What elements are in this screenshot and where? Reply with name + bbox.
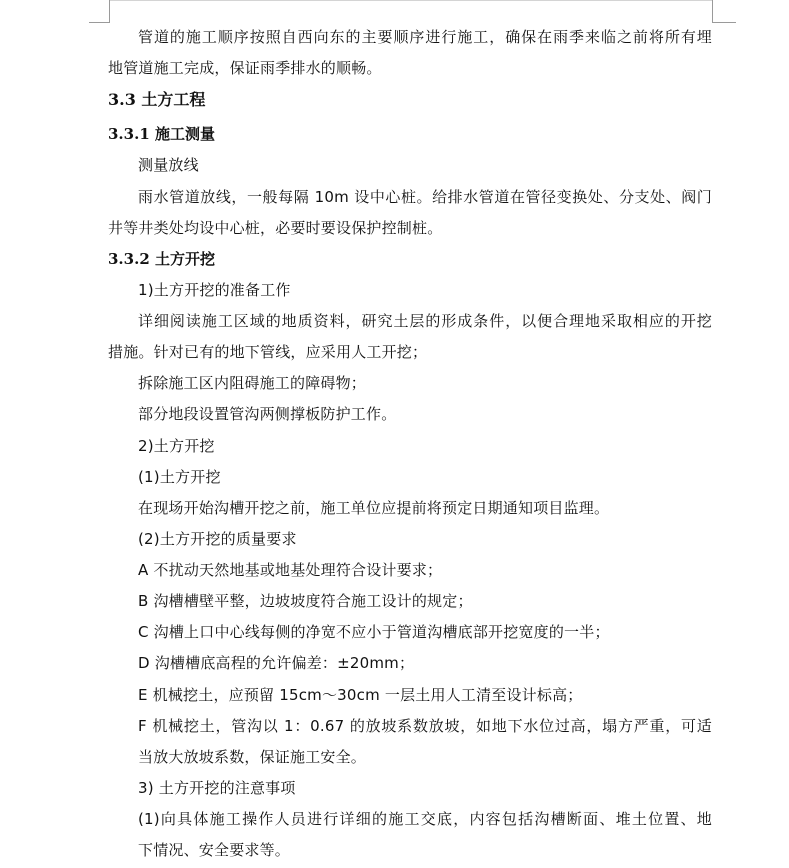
paragraph-line: 拆除施工区内阻碍施工的障碍物； [138, 374, 367, 392]
requirement-item: C 沟槽上口中心线每侧的净宽不应小于管道沟槽底部开挖宽度的一半； [138, 623, 610, 641]
requirement-item: B 沟槽槽壁平整，边坡坡度符合施工设计的规定； [138, 592, 473, 610]
paragraph-line: 测量放线 [138, 156, 199, 174]
paragraph-line: 2)土方开挖 [138, 437, 215, 455]
page-corner-mark-left [89, 0, 110, 23]
paragraph-line: 当放大放坡系数，保证施工安全。 [138, 748, 367, 766]
paragraph-line: 管道的施工顺序按照自西向东的主要顺序进行施工，确保在雨季来临之前将所有埋 [138, 28, 712, 46]
paragraph-line: 1)土方开挖的准备工作 [138, 281, 291, 299]
paragraph-line: 部分地段设置管沟两侧撑板防护工作。 [138, 405, 397, 423]
heading-3-3: 3.3 土方工程 [108, 90, 206, 109]
page-top-edge [109, 0, 712, 1]
paragraph-line: 雨水管道放线，一般每隔 10m 设中心桩。给排水管道在管径变换处、分支处、阀门 [138, 188, 712, 206]
paragraph-line: 地管道施工完成，保证雨季排水的顺畅。 [108, 59, 382, 77]
paragraph-line: (1)向具体施工操作人员进行详细的施工交底，内容包括沟槽断面、堆土位置、地 [138, 810, 712, 828]
paragraph-line: 3) 土方开挖的注意事项 [138, 779, 296, 797]
requirement-item: F 机械挖土，管沟以 1：0.67 的放坡系数放坡，如地下水位过高，塌方严重，可适 [138, 717, 712, 735]
paragraph-line: (2)土方开挖的质量要求 [138, 530, 297, 548]
paragraph-line: 措施。针对已有的地下管线，应采用人工开挖； [108, 343, 428, 361]
paragraph-line: 井等井类处均设中心桩，必要时要设保护控制桩。 [108, 219, 443, 237]
requirement-item: D 沟槽槽底高程的允许偏差：±20mm； [138, 654, 415, 672]
paragraph-line: 在现场开始沟槽开挖之前，施工单位应提前将预定日期通知项目监理。 [138, 499, 610, 517]
requirement-item: E 机械挖土，应预留 15cm～30cm 一层土用人工清至设计标高； [138, 686, 583, 704]
paragraph-line: (1)土方开挖 [138, 468, 221, 486]
requirement-item: A 不扰动天然地基或地基处理符合设计要求； [138, 561, 443, 579]
heading-3-3-2: 3.3.2 土方开挖 [108, 250, 215, 268]
paragraph-line: 详细阅读施工区域的地质资料，研究土层的形成条件，以便合理地采取相应的开挖 [138, 312, 712, 330]
heading-3-3-1: 3.3.1 施工测量 [108, 125, 215, 143]
paragraph-line: 下情况、安全要求等。 [138, 841, 291, 859]
page-corner-mark-right [712, 0, 736, 23]
